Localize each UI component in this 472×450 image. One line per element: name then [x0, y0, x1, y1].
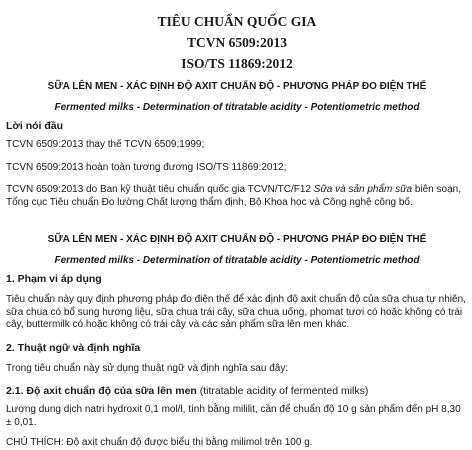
- foreword-paragraph-3-end: biên soạn, Tổng cục Tiêu chuẩn Đo lường Chất lượng thẩm định, Bộ Khoa học và Công nghệ công bố.: [6, 184, 461, 208]
- foreword-paragraph-3-start: TCVN 6509:2013 do Ban kỹ thuật tiêu chuẩn quốc gia TCVN/TC/F12: [6, 184, 314, 195]
- foreword-heading: Lời nói đầu: [6, 120, 64, 132]
- body-title: SỮA LÊN MEN - XÁC ĐỊNH ĐỘ AXIT CHUẨN ĐỘ - PHƯƠNG PHÁP ĐO ĐIỆN THẾ: [47, 234, 427, 245]
- committee-name: Sữa và sản phẩm sữa: [313, 184, 413, 195]
- foreword-paragraph-2: TCVN 6509:2013 hoàn toàn tương đương ISO/TS 11869:2012;: [6, 161, 287, 173]
- standard-type-title: TIÊU CHUẨN QUỐC GIA: [157, 14, 317, 29]
- document: [6, 0, 468, 450]
- section-2-1-title-english: (titratable acidity of fermented milks): [196, 385, 369, 397]
- section-2-heading: 2. Thuật ngữ và định nghĩa: [6, 341, 141, 354]
- foreword-paragraph-1: TCVN 6509:2013 thay thế TCVN 6509:1999;: [6, 139, 205, 150]
- section-2-text: Trong tiêu chuẩn này sử dụng thuật ngữ và định nghĩa sau đây:: [6, 362, 289, 374]
- document-title: SỮA LÊN MEN - XÁC ĐỊNH ĐỘ AXIT CHUẨN ĐỘ - PHƯƠNG PHÁP ĐO ĐIỆN THẾ: [47, 81, 427, 92]
- section-2-1-title: 2.1. Độ axit chuẩn độ của sữa lên men: [6, 385, 197, 397]
- standard-code: TCVN 6509:2013: [186, 35, 288, 50]
- note: CHÚ THÍCH: Độ axit chuẩn độ được biểu thị bằng milimol trên 100 g.: [6, 437, 313, 448]
- foreword-paragraph-3: [6, 184, 468, 209]
- section-2-1-text: Lượng dung dịch natri hydroxit 0,1 mol/l, tính bằng mililit, cần để chuẩn độ 10 g sản phẩm đến pH 8,30 ± 0,01.: [6, 404, 461, 428]
- body-title-english: Fermented milks - Determination of titratable acidity - Potentiometric method: [54, 255, 420, 266]
- section-1-heading: 1. Phạm vi áp dụng: [6, 273, 102, 285]
- section-1-text: Tiêu chuẩn này quy định phương pháp đo điện thế để xác định độ axit chuẩn độ của sữa chua tự nhiên, sữa chua có bổ sung hương liệu, sữa chua trái cây, sữa chua uống, phomat tươi có hoặc không có trái cây, buttermilk có hoặc không có trái cây và các sản phẩm sữa lên men khác.: [6, 294, 466, 330]
- section-2-1-heading: [6, 385, 468, 398]
- document-title-english: Fermented milks - Determination of titratable acidity - Potentiometric method: [54, 102, 420, 113]
- iso-code: ISO/TS 11869:2012: [181, 56, 293, 71]
